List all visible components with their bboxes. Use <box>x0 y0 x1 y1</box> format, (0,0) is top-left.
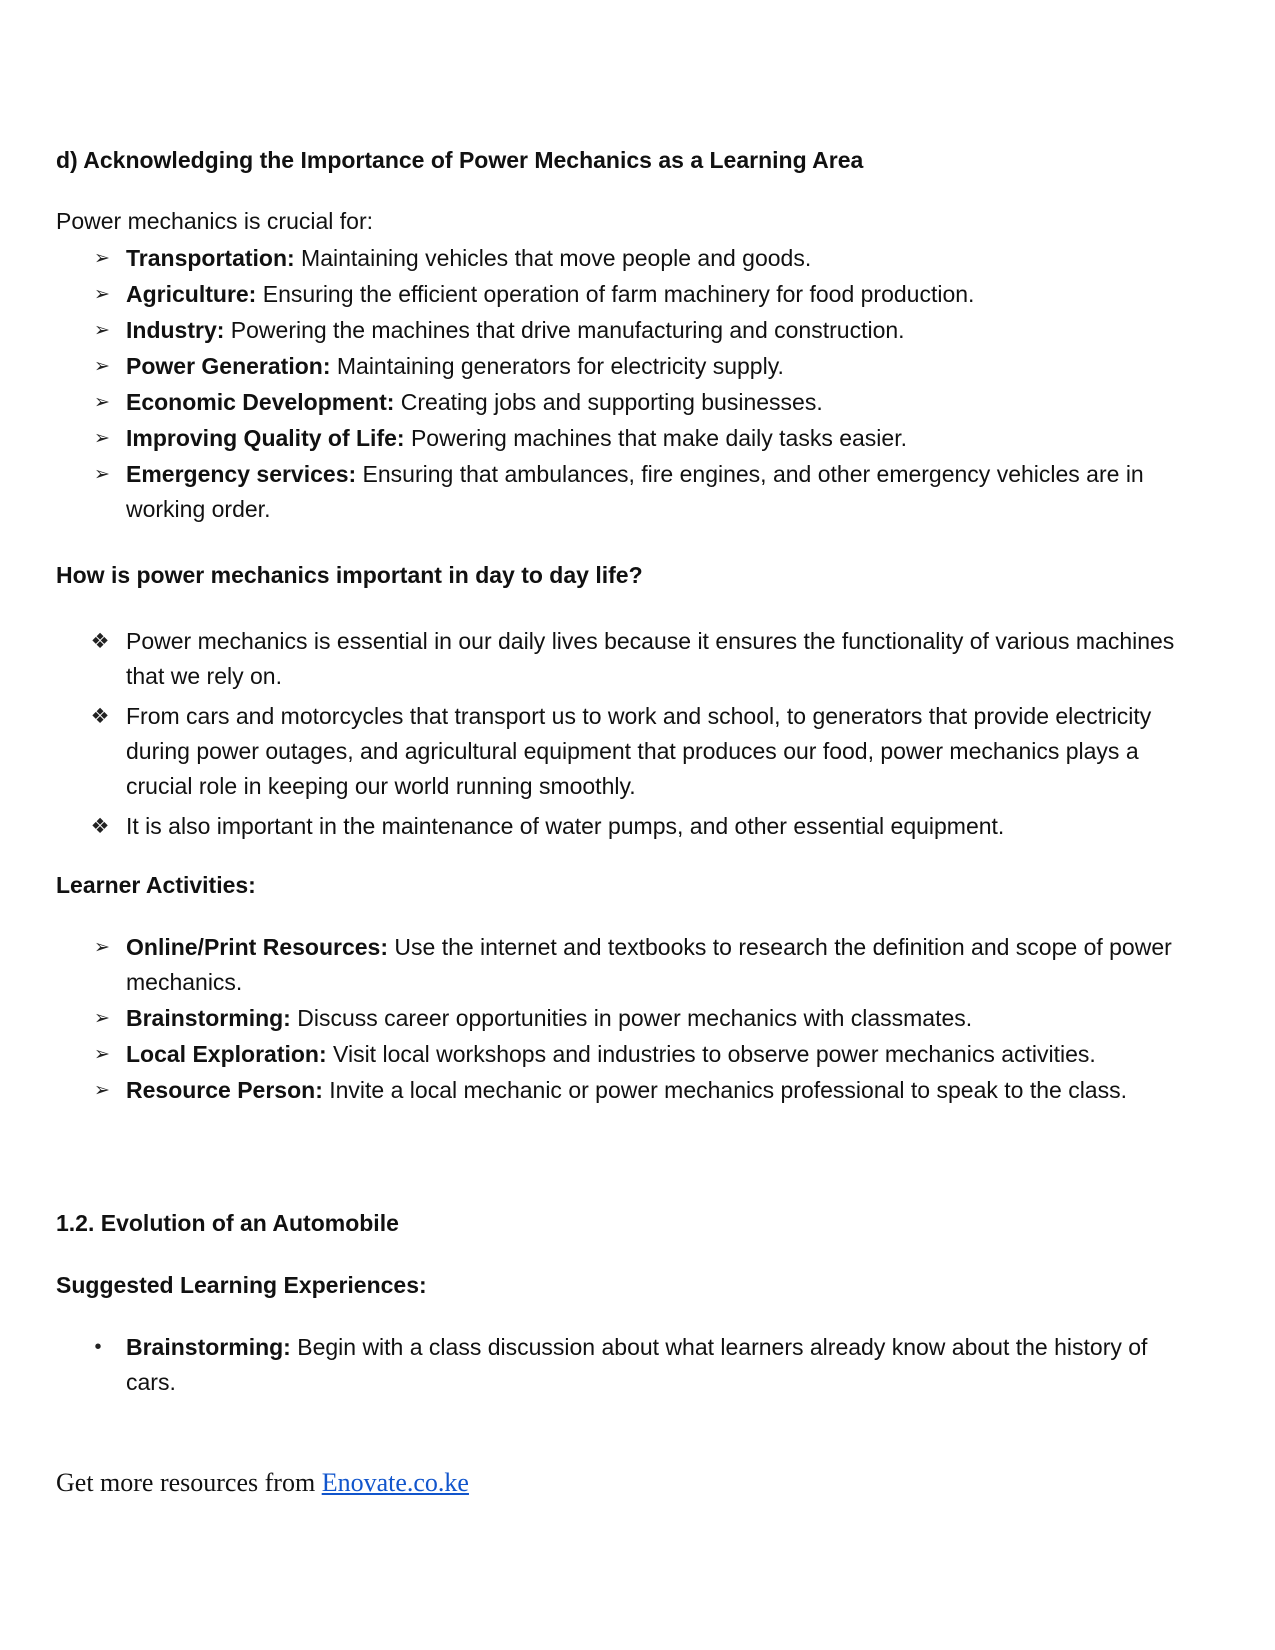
daily-life-heading: How is power mechanics important in day to day life? <box>56 562 643 588</box>
list-item <box>56 624 1176 694</box>
dot-bullet-icon: • <box>94 1336 102 1358</box>
item-text: Ensuring that ambulances, fire engines, and other emergency vehicles are in working order. <box>126 461 1144 522</box>
arrow-bullet-icon: ➢ <box>94 248 110 269</box>
diamond-bullet-icon: ❖ <box>90 705 110 728</box>
item-term: Brainstorming: <box>126 1334 291 1360</box>
learner-activities-list <box>56 930 1176 1109</box>
footer-text: Get more resources from <box>56 1468 322 1497</box>
item-term: Power Generation: <box>126 353 331 379</box>
list-item <box>56 1073 1176 1108</box>
footer-link[interactable]: Enovate.co.ke <box>321 1468 469 1497</box>
list-item <box>56 421 1176 456</box>
learner-activities-heading: Learner Activities: <box>56 872 256 898</box>
arrow-bullet-icon: ➢ <box>94 428 110 449</box>
item-text: Discuss career opportunities in power mechanics with classmates. <box>290 1005 973 1031</box>
item-term: Transportation: <box>126 245 295 271</box>
arrow-bullet-icon: ➢ <box>94 1044 110 1065</box>
item-text: Maintaining generators for electricity supply. <box>330 353 784 379</box>
section-d-heading: d) Acknowledging the Importance of Power Mechanics as a Learning Area <box>56 147 864 173</box>
list-item <box>56 457 1176 527</box>
arrow-bullet-icon: ➢ <box>94 356 110 377</box>
item-term: Economic Development: <box>126 389 395 415</box>
arrow-bullet-icon: ➢ <box>94 464 110 485</box>
list-item <box>56 241 1176 276</box>
section-d-intro: Power mechanics is crucial for: <box>56 208 373 234</box>
item-term: Brainstorming: <box>126 1005 291 1031</box>
arrow-bullet-icon: ➢ <box>94 320 110 341</box>
item-text: Power mechanics is essential in our daily lives because it ensures the functionality of various machines that we rely on. <box>126 628 1175 689</box>
list-item <box>56 1001 1176 1036</box>
item-text: Visit local workshops and industries to observe power mechanics activities. <box>326 1041 1096 1067</box>
item-term: Emergency services: <box>126 461 357 487</box>
arrow-bullet-icon: ➢ <box>94 284 110 305</box>
importance-list <box>56 241 1176 528</box>
arrow-bullet-icon: ➢ <box>94 937 110 958</box>
item-text: Maintaining vehicles that move people and goods. <box>294 245 812 271</box>
item-text: Powering the machines that drive manufacturing and construction. <box>224 317 905 343</box>
list-item <box>56 809 1176 844</box>
arrow-bullet-icon: ➢ <box>94 392 110 413</box>
item-text: Invite a local mechanic or power mechanics professional to speak to the class. <box>322 1077 1127 1103</box>
item-term: Agriculture: <box>126 281 257 307</box>
footer <box>56 1466 469 1500</box>
item-text: It is also important in the maintenance of water pumps, and other essential equipment. <box>126 813 1005 839</box>
list-item <box>56 1330 1176 1400</box>
item-term: Local Exploration: <box>126 1041 327 1067</box>
item-text: Use the internet and textbooks to research the definition and scope of power mechanics. <box>126 934 1172 995</box>
list-item <box>56 930 1176 1000</box>
list-item <box>56 385 1176 420</box>
diamond-bullet-icon: ❖ <box>90 630 110 653</box>
item-term: Industry: <box>126 317 225 343</box>
suggested-list <box>56 1330 1176 1400</box>
list-item <box>56 1037 1176 1072</box>
arrow-bullet-icon: ➢ <box>94 1008 110 1029</box>
item-term: Online/Print Resources: <box>126 934 389 960</box>
list-item <box>56 699 1176 804</box>
list-item <box>56 349 1176 384</box>
item-text: Begin with a class discussion about what learners already know about the history of cars. <box>126 1334 1148 1395</box>
item-text: From cars and motorcycles that transport us to work and school, to generators that provide electricity during power outages, and agricultural equipment that produces our food, power mechanics plays a crucial role in keeping our world running smoothly. <box>126 703 1152 799</box>
item-term: Improving Quality of Life: <box>126 425 405 451</box>
item-term: Resource Person: <box>126 1077 323 1103</box>
diamond-bullet-icon: ❖ <box>90 815 110 838</box>
daily-life-list <box>56 624 1176 849</box>
list-item <box>56 277 1176 312</box>
suggested-heading: Suggested Learning Experiences: <box>56 1272 427 1298</box>
list-item <box>56 313 1176 348</box>
item-text: Powering machines that make daily tasks easier. <box>404 425 907 451</box>
item-text: Ensuring the efficient operation of farm machinery for food production. <box>256 281 975 307</box>
arrow-bullet-icon: ➢ <box>94 1080 110 1101</box>
section-1-2-heading: 1.2. Evolution of an Automobile <box>56 1210 399 1236</box>
item-text: Creating jobs and supporting businesses. <box>394 389 823 415</box>
